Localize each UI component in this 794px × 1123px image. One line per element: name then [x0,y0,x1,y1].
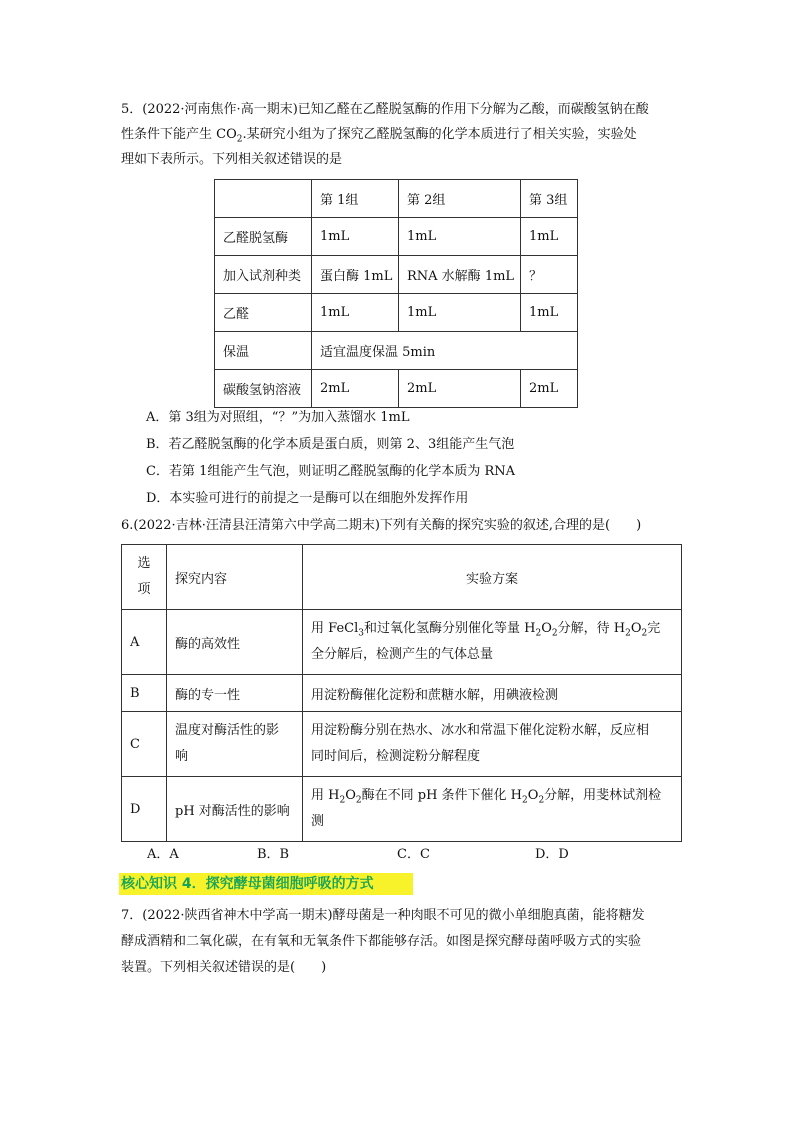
table-cell [215,180,312,218]
table-cell: 第 3组 [521,180,578,218]
table-cell: 用 $H_2O_2$酶在不同 pH 条件下催化 $H_2O_2$分解，用斐林试剂检 测 [303,777,682,842]
table-row [122,777,682,842]
table-cell: 用 FeCl$_3$和过氧化氢酶分别催化等量 $H_2O_2$分解，待 $H_2O_2$完 全分解后，检测产生的气体总量 [303,610,682,675]
table-cell: 酶的专一性 [167,675,303,712]
table-cell: 2mL [312,370,399,408]
table-row [215,370,578,408]
q7-line-2: 酵成酒精和二氧化碳，在有氧和无氧条件下都能够存活。如图是探究酵母菌呼吸方式的实验 [121,934,642,949]
q6-answer-c: C．C [397,847,430,862]
table-row [122,712,682,777]
table-cell: D [122,777,167,842]
table-cell: 实验方案 [303,545,682,610]
table-cell: 加入试剂种类 [215,256,312,294]
table-cell: B [122,675,167,712]
table-cell: pH 对酶活性的影响 [167,777,303,842]
q5-option-d: D．本实验可进行的前提之一是酶可以在细胞外发挥作用 [146,491,469,506]
table-cell: 2mL [399,370,521,408]
table-cell: 酶的高效性 [167,610,303,675]
table-row [215,332,578,370]
table-cell: 第 2组 [399,180,521,218]
table-row [215,294,578,332]
q5-option-b: B．若乙醛脱氢酶的化学本质是蛋白质，则第 2、3组能产生气泡 [146,437,515,452]
table-cell: 蛋白酶 1mL [312,256,399,294]
table-header-row [215,180,578,218]
table-cell: 选 项 [122,545,167,610]
table-cell: 探究内容 [167,545,303,610]
table-cell: 碳酸氢钠溶液 [215,370,312,408]
table-cell: 1mL [399,294,521,332]
table-row [215,218,578,256]
q6-stem: 6.(2022·吉林·汪清县汪清第六中学高二期末)下列有关酶的探究实验的叙述,合理的是( ) [121,518,642,533]
q5-option-a: A．第 3组为对照组，“？”为加入蒸馏水 1mL [146,410,410,425]
table-row [215,256,578,294]
section-title: 核心知识 4．探究酵母菌细胞呼吸的方式 [121,876,374,892]
table-cell: 1mL [521,294,578,332]
q5-line-1: 5．(2022·河南焦作·高一期末)已知乙醛在乙醛脱氢酶的作用下分解为乙酸，而碳酸氢钠在酸 [121,102,649,117]
q6-table [121,544,682,842]
table-cell: 1mL [312,218,399,256]
table-cell: A [122,610,167,675]
table-cell: RNA 水解酶 1mL [399,256,521,294]
table-cell: 适宜温度保温 5min [312,332,578,370]
table-cell: 乙醛 [215,294,312,332]
table-cell: 温度对酶活性的影 响 [167,712,303,777]
q6-answer-b: B．B [257,847,290,862]
table-cell: 1mL [312,294,399,332]
table-row [122,610,682,675]
q7-line-1: 7．(2022·陕西省神木中学高一期末)酵母菌是一种肉眼不可见的微小单细胞真菌，能将糖发 [121,908,645,923]
q6-answer-d: D．D [535,847,569,862]
q6-answer-a: A．A [147,847,179,862]
table-cell: 乙醛脱氢酶 [215,218,312,256]
table-cell: 1mL [521,218,578,256]
table-cell: 用淀粉酶催化淀粉和蔗糖水解，用碘液检测 [303,675,682,712]
table-header-row [122,545,682,610]
table-cell: 第 1组 [312,180,399,218]
table-cell: 2mL [521,370,578,408]
table-cell: ？ [521,256,578,294]
table-row [122,675,682,712]
table-cell: 1mL [399,218,521,256]
q5-line-3: 理如下表所示。下列相关叙述错误的是 [121,152,343,167]
q7-line-3: 装置。下列相关叙述错误的是( ) [121,960,327,975]
table-cell: 用淀粉酶分别在热水、冰水和常温下催化淀粉水解，反应相 同时间后，检测淀粉分解程度 [303,712,682,777]
table-cell: C [122,712,167,777]
q5-table [214,179,578,408]
q5-option-c: C．若第 1组能产生气泡，则证明乙醛脱氢酶的化学本质为 RNA [146,464,516,479]
q5-line-2: 性条件下能产生 $CO_2$.某研究小组为了探究乙醛脱氢酶的化学本质进行了相关实验，实验处 [121,127,637,145]
table-cell: 保温 [215,332,312,370]
